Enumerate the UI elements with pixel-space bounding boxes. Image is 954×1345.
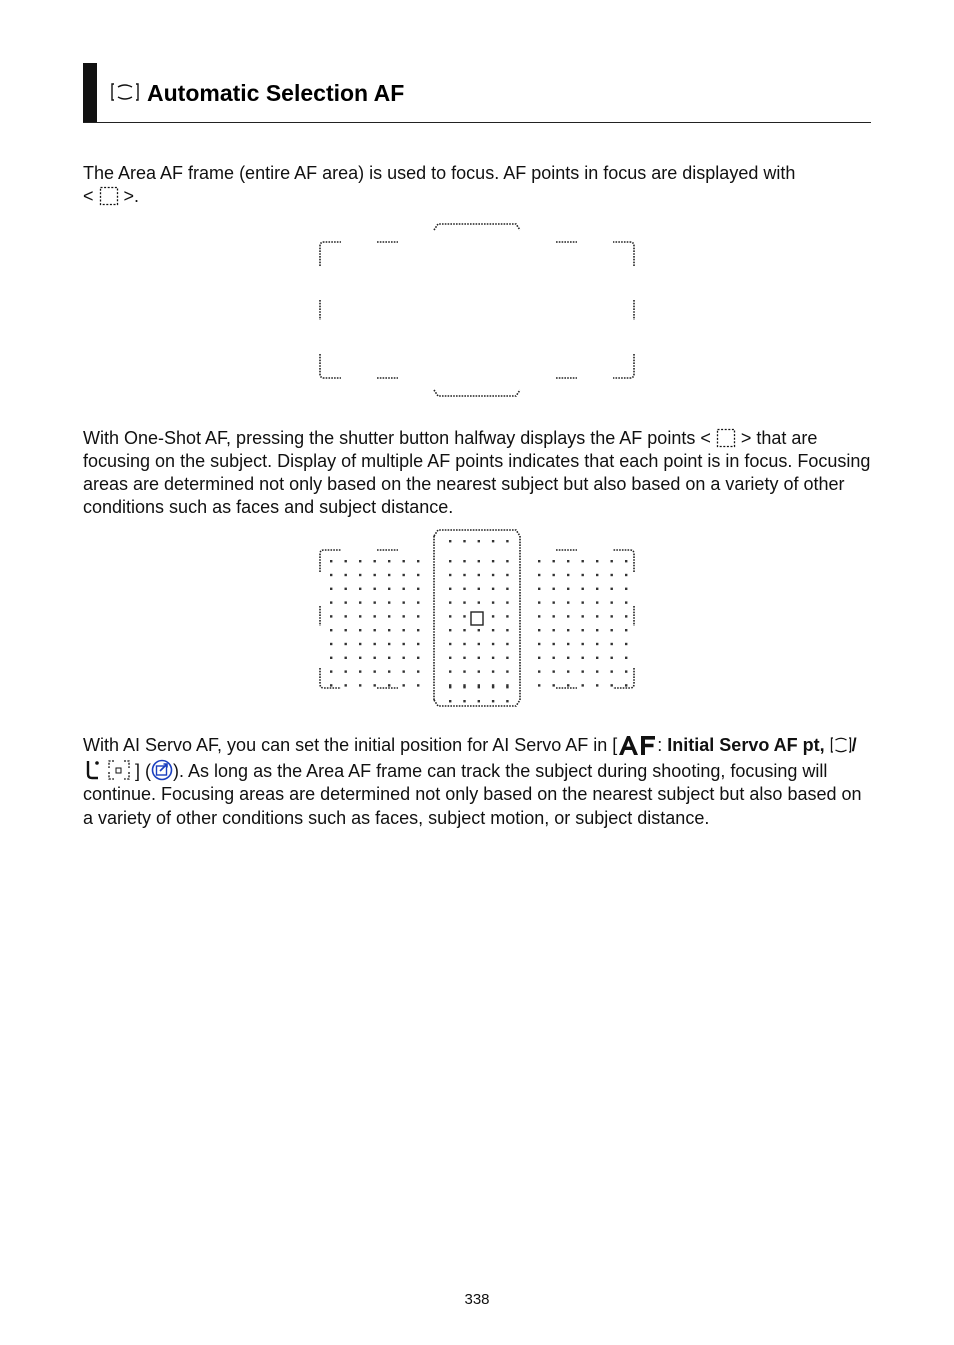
af-point-dot	[449, 686, 451, 688]
af-point-dot	[403, 643, 405, 645]
af-point-dot	[506, 601, 508, 603]
area-af-frame-diagram	[316, 220, 640, 402]
af-point-icon	[99, 186, 119, 206]
af-point-dot	[506, 540, 508, 542]
paragraph-area-af-frame	[83, 162, 875, 208]
af-point-dot	[463, 601, 465, 603]
af-point-dot	[403, 684, 405, 686]
af-point-dot	[567, 670, 569, 672]
af-point-dot	[403, 588, 405, 590]
af-point-dot	[582, 560, 584, 562]
af-point-dot	[374, 684, 376, 686]
af-point-dot	[417, 601, 419, 603]
af-point-dot	[449, 601, 451, 603]
af-point-dot	[359, 670, 361, 672]
af-point-dot	[567, 588, 569, 590]
af-point-dot	[492, 686, 494, 688]
af-point-dot	[478, 657, 480, 659]
af-point-dot	[492, 560, 494, 562]
af-point-dot	[463, 686, 465, 688]
af-point-dot	[478, 588, 480, 590]
af-point-dot	[506, 643, 508, 645]
af-point-dot	[492, 601, 494, 603]
af-point-dot	[625, 684, 627, 686]
af-point-dot	[330, 588, 332, 590]
af-point-dot	[403, 560, 405, 562]
af-point-dot	[403, 615, 405, 617]
af-point-dot	[596, 643, 598, 645]
af-point-dot	[478, 629, 480, 631]
af-point-dot	[506, 560, 508, 562]
af-point-dot	[553, 574, 555, 576]
af-point-dot	[553, 629, 555, 631]
af-point-dot	[492, 629, 494, 631]
page-reference-link-icon[interactable]	[151, 759, 173, 781]
af-point-dot	[596, 629, 598, 631]
af-point-dot	[478, 560, 480, 562]
af-point-dot	[463, 629, 465, 631]
af-point-dot	[625, 601, 627, 603]
af-point-dot	[417, 684, 419, 686]
af-point-dot	[463, 657, 465, 659]
af-points-diagram	[316, 526, 640, 712]
af-point-dot	[611, 615, 613, 617]
af-point-dot	[596, 615, 598, 617]
af-point-dot	[553, 601, 555, 603]
open-paren: (	[145, 760, 152, 781]
af-point-dot	[388, 615, 390, 617]
af-point-dot	[625, 629, 627, 631]
af-point-dot	[625, 574, 627, 576]
af-point-dot	[538, 657, 540, 659]
af-point-dot	[478, 700, 480, 702]
af-point-dot	[611, 560, 613, 562]
af-point-dot	[449, 700, 451, 702]
af-point-dot	[417, 588, 419, 590]
paragraph-text: With AI Servo AF, you can set the initial position for AI Servo AF in [	[83, 735, 618, 755]
af-point-dot	[492, 615, 494, 617]
af-point-dot	[417, 615, 419, 617]
af-point-dot	[374, 670, 376, 672]
af-point-dot	[345, 615, 347, 617]
af-point-dot	[388, 684, 390, 686]
af-point-dot	[449, 574, 451, 576]
af-point-dot	[330, 670, 332, 672]
af-point-dot	[582, 643, 584, 645]
af-point-dot	[359, 601, 361, 603]
af-point-dot	[463, 574, 465, 576]
paragraph-text: > that are focusing on the subject. Display of multiple AF points indicates that each point is in focus. Focusing areas are determined not only based on the nearest subject but also based on a variety of other conditions such as faces and subject distance.	[83, 428, 871, 517]
af-point-dot	[582, 684, 584, 686]
af-point-dot	[359, 684, 361, 686]
af-point-dot	[492, 657, 494, 659]
af-point-dot	[567, 643, 569, 645]
af-point-dot	[611, 601, 613, 603]
af-point-dot	[611, 643, 613, 645]
af-point-dot	[582, 588, 584, 590]
af-point-dot	[374, 601, 376, 603]
af-point-dot	[417, 574, 419, 576]
af-point-dot	[506, 574, 508, 576]
af-point-dot	[330, 601, 332, 603]
af-point-dot	[449, 560, 451, 562]
af-point-dot	[388, 560, 390, 562]
af-point-dot	[463, 615, 465, 617]
af-point-dot	[388, 657, 390, 659]
in-focus-af-point	[471, 612, 483, 625]
af-point-dot	[463, 670, 465, 672]
af-point-dot	[611, 629, 613, 631]
af-point-dot	[374, 657, 376, 659]
page-title: Automatic Selection AF	[147, 80, 405, 106]
af-point-dot	[463, 700, 465, 702]
af-point-dot	[449, 670, 451, 672]
af-point-dot	[374, 643, 376, 645]
af-point-dot	[330, 574, 332, 576]
af-point-dot	[345, 657, 347, 659]
af-point-dot	[582, 670, 584, 672]
af-point-dot	[538, 560, 540, 562]
af-point-dot	[506, 629, 508, 631]
af-menu-tab-icon	[617, 734, 657, 756]
af-point-dot	[330, 560, 332, 562]
greater-than-sign: >.	[123, 186, 140, 206]
af-point-dot	[596, 657, 598, 659]
af-point-dot	[582, 657, 584, 659]
af-point-dot	[449, 657, 451, 659]
af-point-dot	[403, 657, 405, 659]
af-point-dot	[538, 643, 540, 645]
af-point-dot	[330, 657, 332, 659]
automatic-selection-af-icon	[830, 735, 852, 755]
af-point-dot	[596, 588, 598, 590]
af-point-dot	[492, 643, 494, 645]
af-point-dot	[625, 560, 627, 562]
paragraph-text: ). As long as the Area AF frame can track the subject during shooting, focusing will continue. Focusing areas are determined not only based on the nearest subject but also based on a variety of other conditions such as faces, subject motion, or subject distance.	[83, 760, 862, 828]
af-point-dot	[463, 540, 465, 542]
af-point-dot	[403, 574, 405, 576]
af-point-dot	[463, 588, 465, 590]
af-point-dot	[567, 657, 569, 659]
af-point-dot	[388, 629, 390, 631]
af-point-dot	[359, 560, 361, 562]
af-point-dot	[567, 684, 569, 686]
af-point-dot	[538, 615, 540, 617]
af-point-dot	[553, 615, 555, 617]
af-point-dot	[345, 560, 347, 562]
af-point-dot	[553, 657, 555, 659]
af-point-dot	[582, 629, 584, 631]
af-point-dot	[478, 601, 480, 603]
af-point-dot	[611, 670, 613, 672]
af-point-dot	[553, 684, 555, 686]
af-point-dot	[330, 629, 332, 631]
af-point-dot	[567, 629, 569, 631]
af-point-dot	[567, 560, 569, 562]
af-point-dot	[625, 670, 627, 672]
af-point-dot	[388, 588, 390, 590]
af-point-dot	[345, 629, 347, 631]
af-point-dot	[506, 686, 508, 688]
af-point-dot	[506, 588, 508, 590]
colon: :	[657, 735, 663, 755]
af-point-dot	[567, 601, 569, 603]
af-point-dot	[463, 643, 465, 645]
af-point-dot	[403, 629, 405, 631]
af-point-dot	[506, 657, 508, 659]
af-point-dot	[553, 560, 555, 562]
af-point-dot	[478, 540, 480, 542]
af-point-dot	[359, 615, 361, 617]
af-point-dot	[611, 684, 613, 686]
af-point-dot	[478, 643, 480, 645]
af-point-dot	[359, 574, 361, 576]
af-point-dot	[359, 588, 361, 590]
af-point-dot	[478, 574, 480, 576]
af-point-dot	[330, 643, 332, 645]
slash: /	[851, 735, 857, 755]
af-point-dot	[582, 601, 584, 603]
af-point-dot	[345, 588, 347, 590]
af-point-dot	[417, 670, 419, 672]
af-point-dot	[463, 560, 465, 562]
paragraph-text: The Area AF frame (entire AF area) is used to focus. AF points in focus are displayed with	[83, 163, 796, 183]
af-point-dot	[388, 601, 390, 603]
af-point-dot	[625, 615, 627, 617]
af-point-dot	[538, 601, 540, 603]
setting-name: Initial Servo AF pt,	[667, 735, 825, 755]
af-point-dot	[374, 574, 376, 576]
af-point-dot	[417, 643, 419, 645]
paragraph-one-shot-af	[83, 427, 875, 519]
af-point-dot	[506, 670, 508, 672]
af-point-icon	[716, 428, 736, 448]
af-point-dot	[596, 601, 598, 603]
af-point-dot	[567, 574, 569, 576]
af-point-dot	[538, 629, 540, 631]
af-point-dot	[611, 574, 613, 576]
af-point-dot	[345, 643, 347, 645]
af-point-dot	[538, 588, 540, 590]
paragraph-text: With One-Shot AF, pressing the shutter button halfway displays the AF points <	[83, 428, 711, 448]
heading-accent-bar	[83, 63, 97, 122]
af-point-dot	[403, 670, 405, 672]
af-point-dot	[478, 686, 480, 688]
af-point-dot	[596, 574, 598, 576]
af-point-dot	[596, 684, 598, 686]
af-point-dot	[596, 670, 598, 672]
af-point-dot	[345, 574, 347, 576]
af-point-dot	[553, 643, 555, 645]
af-point-dot	[449, 588, 451, 590]
af-point-dot	[553, 588, 555, 590]
af-point-dot	[538, 574, 540, 576]
af-point-dot	[388, 670, 390, 672]
af-point-dot	[625, 643, 627, 645]
af-point-dot	[345, 684, 347, 686]
af-point-dot	[611, 588, 613, 590]
af-point-dot	[582, 615, 584, 617]
af-point-dot	[359, 643, 361, 645]
af-point-dot	[359, 629, 361, 631]
af-point-dot	[330, 615, 332, 617]
af-point-dot	[492, 574, 494, 576]
af-point-dot	[492, 670, 494, 672]
af-point-dot	[506, 700, 508, 702]
af-point-dot	[417, 560, 419, 562]
af-point-dot	[374, 588, 376, 590]
automatic-selection-af-icon	[110, 82, 140, 102]
af-point-dot	[625, 657, 627, 659]
af-point-dot	[388, 643, 390, 645]
af-point-dot	[449, 629, 451, 631]
less-than-sign: <	[83, 186, 94, 206]
af-point-dot	[374, 560, 376, 562]
af-point-dot	[449, 615, 451, 617]
af-point-dot	[449, 643, 451, 645]
af-point-dot	[506, 615, 508, 617]
af-point-dot	[611, 657, 613, 659]
af-point-dot	[553, 670, 555, 672]
af-point-dot	[345, 670, 347, 672]
af-point-dot	[403, 601, 405, 603]
af-point-dot	[478, 670, 480, 672]
af-point-dot	[449, 540, 451, 542]
af-point-dot	[567, 615, 569, 617]
af-point-dot	[492, 588, 494, 590]
page-number: 338	[464, 1291, 490, 1308]
af-point-dot	[492, 700, 494, 702]
af-point-dot	[625, 588, 627, 590]
af-point-dot	[582, 574, 584, 576]
face-tracking-af-icon	[83, 758, 135, 782]
af-point-dot	[492, 540, 494, 542]
af-point-dot	[417, 657, 419, 659]
close-bracket: ]	[135, 760, 141, 781]
af-point-dot	[596, 560, 598, 562]
af-point-dot	[388, 574, 390, 576]
af-point-dot	[330, 684, 332, 686]
af-point-dot	[359, 657, 361, 659]
af-point-dot	[538, 670, 540, 672]
af-point-dot	[374, 615, 376, 617]
section-heading	[83, 63, 871, 123]
af-point-dot	[374, 629, 376, 631]
af-point-dot	[417, 629, 419, 631]
af-point-dot	[538, 684, 540, 686]
paragraph-ai-servo-af	[83, 734, 875, 830]
af-point-dot	[345, 601, 347, 603]
